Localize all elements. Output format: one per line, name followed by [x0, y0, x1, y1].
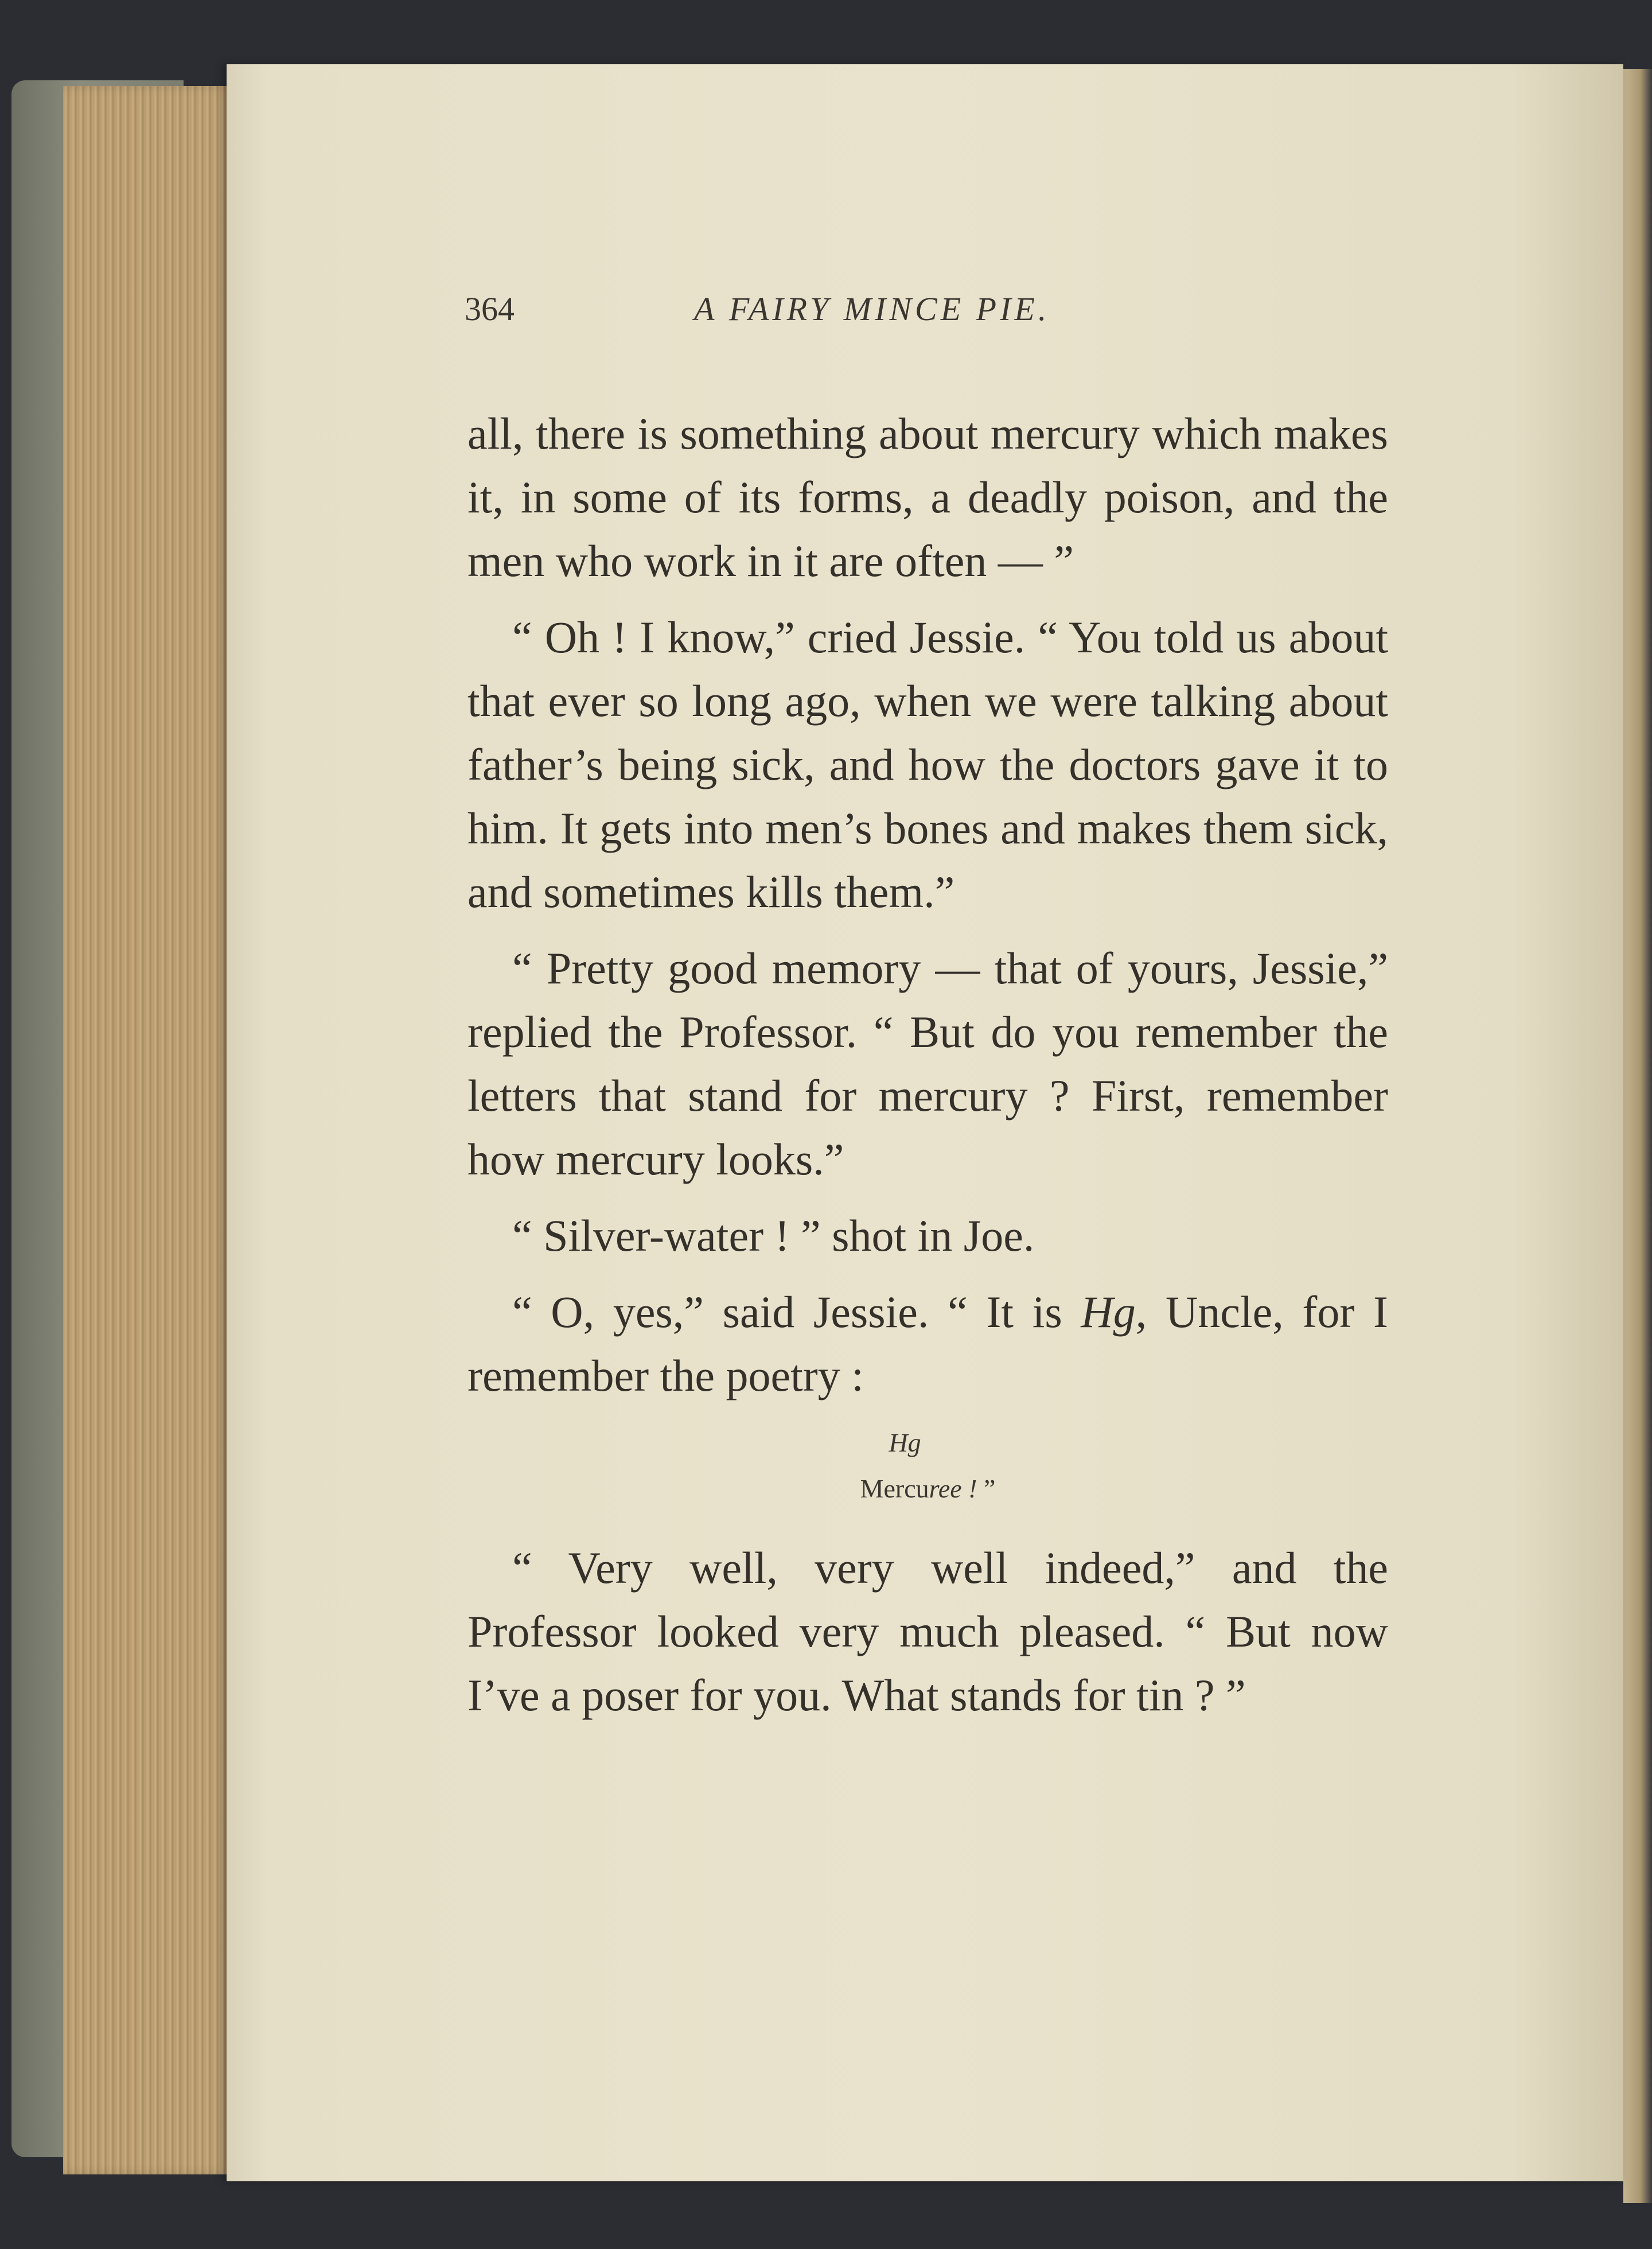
paragraph-3: “ Pretty good memory — that of yours, Jessie,” replied the Professor. “ But do you remember the letters that stand for mercury ? First, remember how mercury looks.”: [467, 943, 1388, 1184]
paragraph-1: all, there is something about mercury which makes it, in some of its forms, a deadly poison, and the men who work in it are often — ”: [467, 408, 1388, 586]
paragraph-5-start: “ O, yes,” said Jessie. “ It is: [512, 1287, 1081, 1337]
symbol-hg: Hg: [1081, 1287, 1136, 1337]
poem-line-2-start: Mercu: [860, 1474, 929, 1503]
poem-line-2-end: ”: [977, 1474, 996, 1503]
poem-line-2: [467, 1466, 1388, 1512]
poem-line-1: Hg: [889, 1428, 921, 1457]
paragraph-5: [467, 1280, 1388, 1407]
paragraph-4: “ Silver-water ! ” shot in Joe.: [512, 1211, 1035, 1260]
running-head: A FAIRY MINCE PIE.: [694, 290, 1050, 328]
paragraph-2: “ Oh ! I know,” cried Jessie. “ You told us about that ever so long ago, when we were talking about father’s being sick, and how the doctors gave it to him. It gets into men’s bones and makes them sick, and sometimes kills them.”: [467, 612, 1388, 917]
paragraph-5-end: , Uncle, for I remember the poetry :: [467, 1287, 1388, 1400]
poem: [467, 1420, 1388, 1512]
body-text: [467, 402, 1388, 1727]
poem-line-2-italic: ree !: [929, 1474, 977, 1503]
facing-page-edge: [1623, 69, 1652, 2203]
page-edges: [63, 86, 235, 2174]
page-number: 364: [465, 290, 515, 328]
paragraph-6: “ Very well, very well indeed,” and the Professor looked very much pleased. “ But now I’ve a poser for you. What stands for tin ? ”: [467, 1543, 1388, 1720]
page-header: [465, 290, 1388, 330]
